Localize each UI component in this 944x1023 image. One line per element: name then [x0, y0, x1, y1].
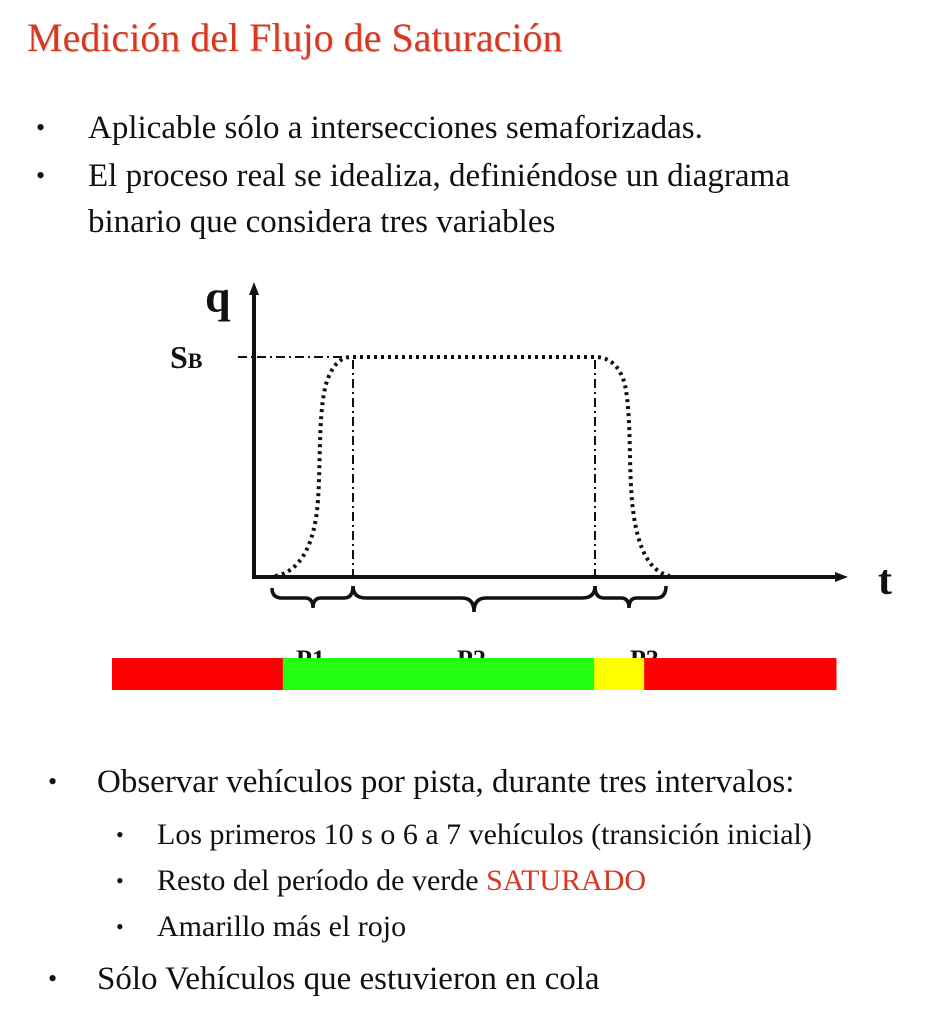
- bullet-icon: •: [36, 113, 46, 142]
- level-label-sb: [170, 339, 203, 375]
- brace-p1: [272, 586, 353, 608]
- sub-bullet-first-10s: Los primeros 10 s o 6 a 7 vehículos (transición inicial): [157, 818, 812, 851]
- sub-bullet-icon: •: [116, 868, 124, 893]
- y-axis-label: q: [205, 271, 231, 322]
- signal-segment-green: [283, 658, 595, 690]
- brace-p3: [595, 586, 666, 608]
- bullet-icon: •: [48, 767, 58, 796]
- signal-segment-red: [112, 658, 283, 690]
- bullet-applicable: Aplicable sólo a intersecciones semaforizadas.: [88, 110, 703, 146]
- brace-p2: [353, 586, 595, 612]
- sub-bullet-icon: •: [116, 822, 124, 847]
- bullet-process-line1: El proceso real se idealiza, definiéndose un diagrama: [88, 158, 790, 194]
- level-label-b: B: [187, 348, 203, 373]
- y-axis-arrow-icon: [249, 282, 259, 295]
- saturation-flow-curve: [275, 357, 670, 576]
- signal-segment-yellow: [594, 658, 644, 690]
- saturado-highlight: SATURADO: [486, 864, 647, 897]
- bullet-observe: Observar vehículos por pista, durante tres intervalos:: [97, 764, 795, 800]
- x-axis-label: t: [878, 558, 892, 604]
- sub-bullet-rest-green: [157, 861, 646, 901]
- bullet-icon: •: [48, 964, 58, 993]
- sub-bullet-rest-green-text: Resto del período de verde: [157, 864, 487, 897]
- bullet-process-line2: binario que considera tres variables: [88, 204, 556, 240]
- signal-phase-bar: [112, 658, 837, 690]
- slide-title: Medición del Flujo de Saturación: [27, 15, 563, 60]
- bullet-queued-only: Sólo Vehículos que estuvieron en cola: [97, 961, 600, 997]
- signal-segment-red: [644, 658, 836, 690]
- bullet-icon: •: [36, 161, 46, 190]
- level-label-s: S: [170, 339, 188, 375]
- sub-bullet-icon: •: [116, 914, 124, 939]
- x-axis-arrow-icon: [835, 572, 848, 582]
- sub-bullet-amber-red: Amarillo más el rojo: [157, 910, 407, 943]
